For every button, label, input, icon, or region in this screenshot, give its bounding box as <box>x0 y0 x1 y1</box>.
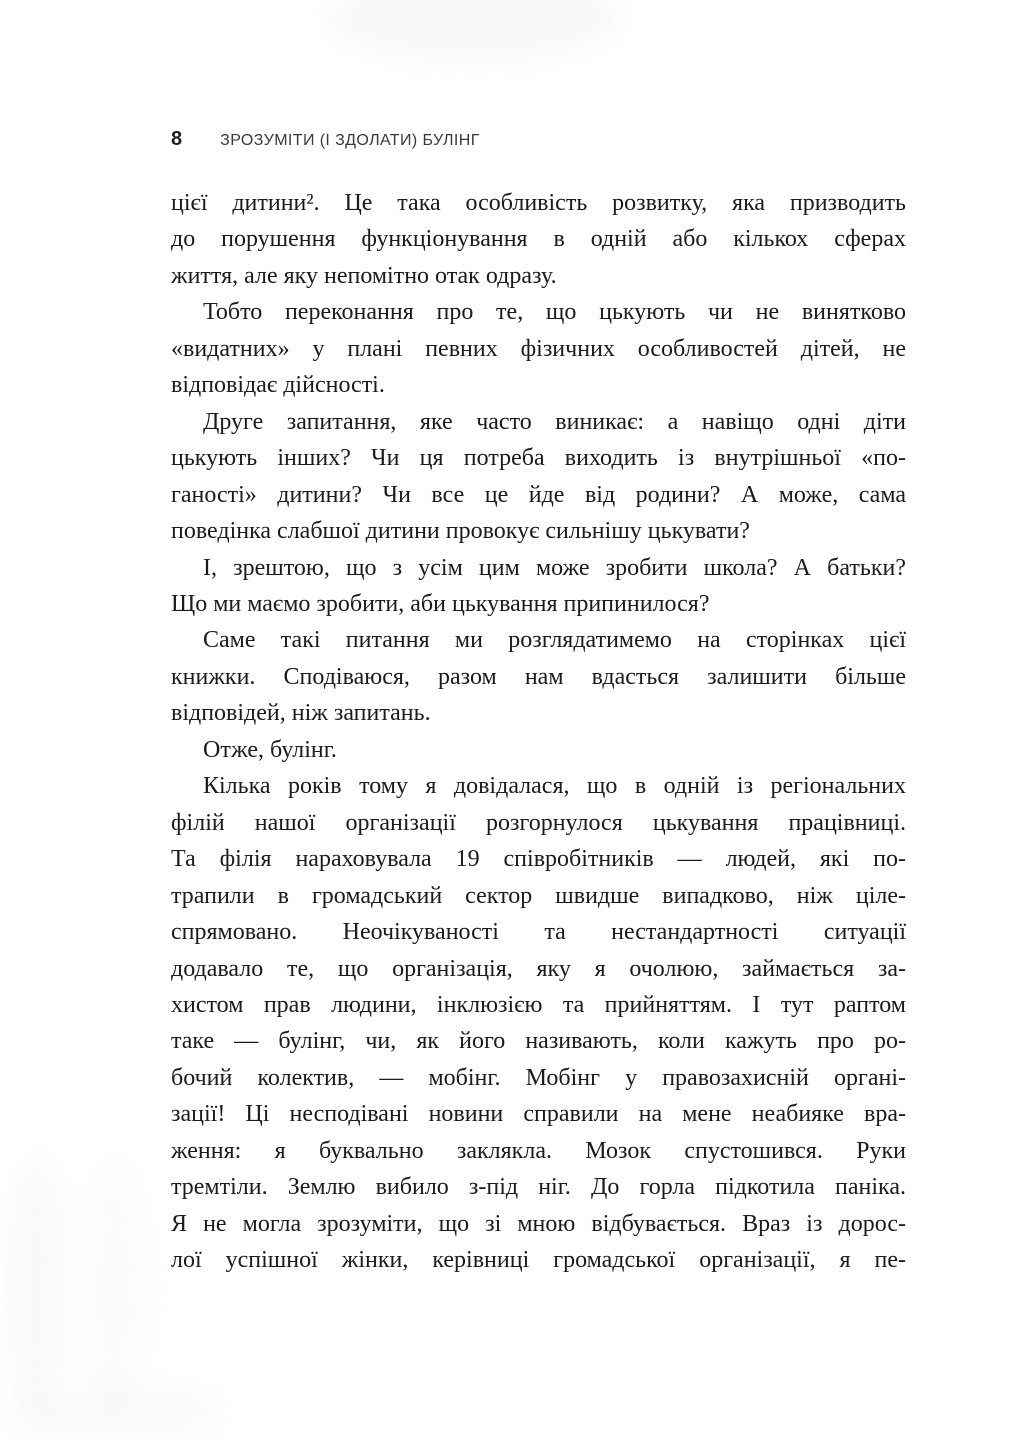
text-line: книжки. Сподіваюся, разом нам вдасться залишити більше <box>171 663 906 690</box>
text-line: цькують інших? Чи ця потреба виходить із внутрішньої «по- <box>171 445 906 472</box>
text-line: поведінка слабшої дитини провокує сильнішу цькувати? <box>171 518 750 545</box>
text-line: «видатних» у плані певних фізичних особливостей дітей, не <box>171 335 906 362</box>
text-line: Що ми маємо зробити, аби цькування припинилося? <box>171 590 710 617</box>
page-header <box>171 128 906 151</box>
text-line: до порушення функціонування в одній або кількох сферах <box>171 226 906 253</box>
text-line: І, зрештою, що з усім цим може зробити школа? А батьки? <box>203 554 906 581</box>
text-line: ганості» дитини? Чи все це йде від родини? А може, сама <box>171 481 906 508</box>
text-line: Друге запитання, яке часто виникає: а навіщо одні діти <box>203 408 906 435</box>
text-line: лої успішної жінки, керівниці громадської організації, я пе- <box>171 1247 906 1274</box>
scan-bleed-artifact <box>330 0 620 60</box>
running-title: ЗРОЗУМІТИ (І ЗДОЛАТИ) БУЛІНГ <box>220 132 480 149</box>
text-line: Я не могла зрозуміти, що зі мною відбувається. Враз із дорос- <box>171 1210 906 1237</box>
scan-bleed-artifact <box>82 1165 148 1415</box>
text-line: відповідей, ніж запитань. <box>171 700 431 727</box>
text-line: спрямовано. Неочікуваності та нестандартності ситуації <box>171 919 906 946</box>
text-line: таке — булінг, чи, як його називають, коли кажуть про ро- <box>171 1028 906 1055</box>
text-line: Саме такі питання ми розглядатимемо на сторінках цієї <box>203 627 906 654</box>
text-line: тремтіли. Землю вибило з-під ніг. До горла підкотила паніка. <box>171 1174 906 1201</box>
text-line: цієї дитини². Це така особливість розвитку, яка призводить <box>171 190 906 216</box>
text-line: Отже, булінг. <box>203 736 337 763</box>
text-line: Тобто переконання про те, що цькують чи не винятково <box>203 299 906 326</box>
text-line: зації! Ці несподівані новини справили на мене неабияке вра- <box>171 1101 906 1128</box>
scan-bleed-artifact <box>8 1160 66 1415</box>
page-number: 8 <box>171 128 183 150</box>
text-line: Та філія нараховувала 19 співробітників — людей, які по- <box>171 846 906 873</box>
text-line: Кілька років тому я довідалася, що в одній із регіональних <box>203 773 906 800</box>
body-text <box>171 185 906 1279</box>
text-line: бочий колектив, — мобінг. Мобінг у правозахисній органі- <box>171 1064 906 1091</box>
text-line: філій нашої організації розгорнулося цькування працівниці. <box>171 809 906 836</box>
text-line: хистом прав людини, інклюзією та прийняттям. І тут раптом <box>171 991 906 1018</box>
text-line: відповідає дійсності. <box>171 372 385 399</box>
text-line: ження: я буквально заклякла. Мозок спустошився. Руки <box>171 1137 906 1164</box>
text-line: додавало те, що організація, яку я очолюю, займається за- <box>171 955 906 982</box>
text-line: трапили в громадський сектор швидше випадково, ніж ціле- <box>171 882 906 909</box>
text-line: життя, але яку непомітно отак одразу. <box>171 262 557 289</box>
scan-bleed-artifact <box>6 1388 221 1436</box>
